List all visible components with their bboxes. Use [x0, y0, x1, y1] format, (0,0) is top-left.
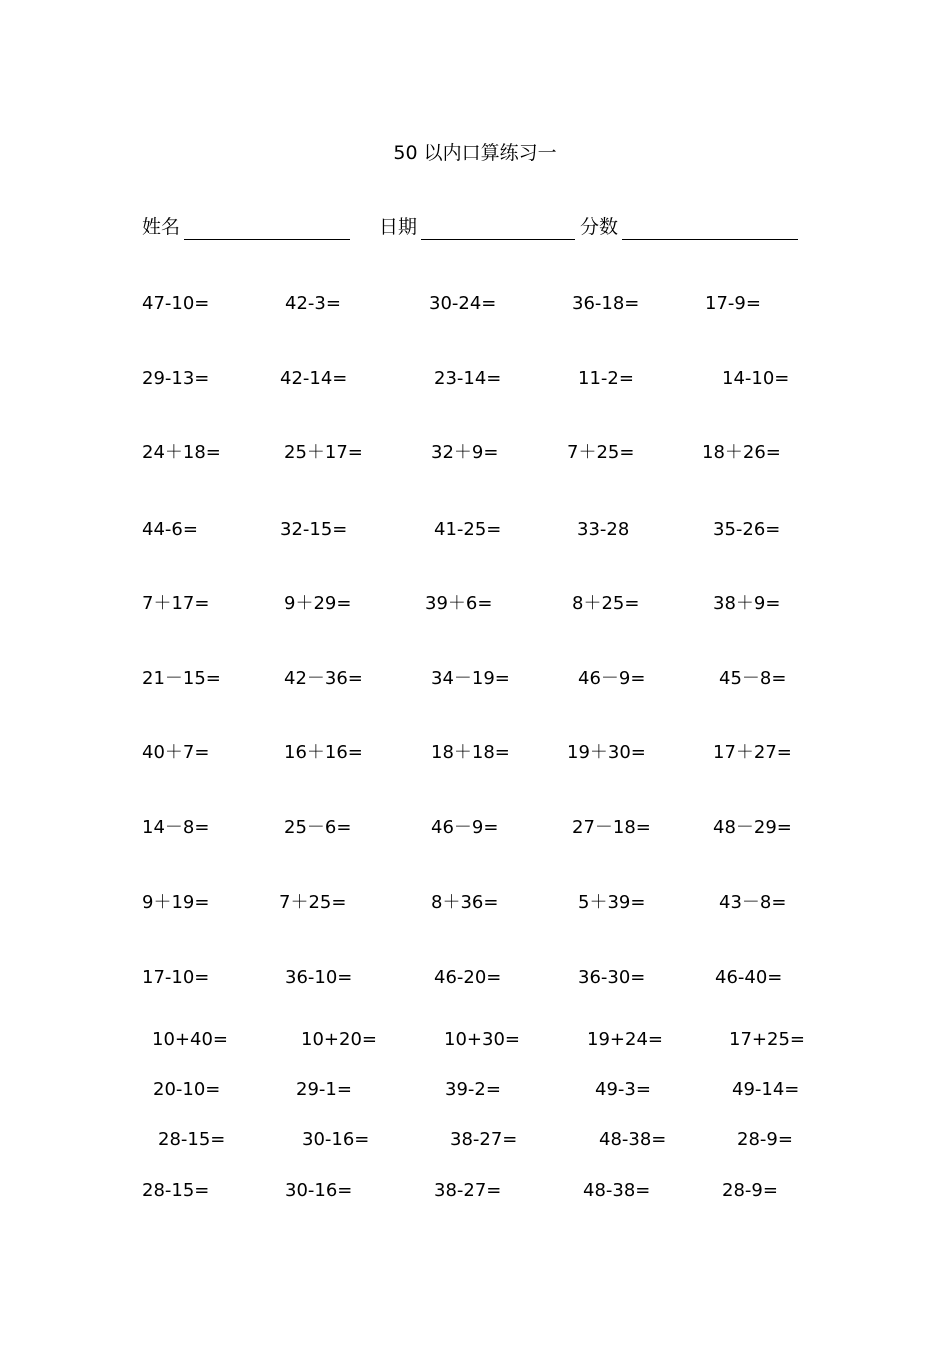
score-blank-line: [622, 217, 798, 240]
date-label: 日期: [379, 216, 418, 238]
date-blank-line: [421, 217, 575, 240]
problem-item: 42-14=: [280, 368, 348, 389]
problem-item: 10+30=: [444, 1029, 520, 1050]
problem-row: [0, 890, 950, 916]
problem-row: [0, 740, 950, 766]
problem-item: 34－19=: [431, 668, 510, 689]
problem-item: 17+25=: [729, 1029, 805, 1050]
problem-item: 42－36=: [284, 668, 363, 689]
problem-item: 8＋25=: [572, 593, 640, 614]
problem-item: 36-30=: [578, 967, 646, 988]
problem-item: 25＋17=: [284, 442, 363, 463]
problem-item: 7＋25=: [567, 442, 635, 463]
problem-row: [0, 1077, 950, 1103]
problem-item: 28-9=: [737, 1129, 793, 1150]
problem-item: 46-20=: [434, 967, 502, 988]
problem-item: 43－8=: [719, 892, 787, 913]
problem-item: 17＋27=: [713, 742, 792, 763]
problem-item: 8＋36=: [431, 892, 499, 913]
problem-item: 29-1=: [296, 1079, 352, 1100]
problem-item: 46－9=: [578, 668, 646, 689]
problem-item: 14-10=: [722, 368, 790, 389]
problem-item: 45－8=: [719, 668, 787, 689]
problem-item: 9＋29=: [284, 593, 352, 614]
problem-item: 48-38=: [583, 1180, 651, 1201]
problem-row: [0, 666, 950, 692]
problem-item: 9＋19=: [142, 892, 210, 913]
score-field: [580, 214, 798, 240]
problem-row: [0, 291, 950, 317]
problem-item: 25－6=: [284, 817, 352, 838]
problem-item: 17-9=: [705, 293, 761, 314]
problem-item: 10+40=: [152, 1029, 228, 1050]
problem-item: 35-26=: [713, 519, 781, 540]
problem-item: 19+24=: [587, 1029, 663, 1050]
problem-item: 38＋9=: [713, 593, 781, 614]
name-field: [142, 214, 350, 240]
problem-item: 5＋39=: [578, 892, 646, 913]
problem-item: 47-10=: [142, 293, 210, 314]
problem-item: 40＋7=: [142, 742, 210, 763]
problem-item: 17-10=: [142, 967, 210, 988]
problem-row: [0, 965, 950, 991]
problem-item: 32-15=: [280, 519, 348, 540]
problem-item: 18＋26=: [702, 442, 781, 463]
problem-item: 39＋6=: [425, 593, 493, 614]
problem-item: 19＋30=: [567, 742, 646, 763]
problem-item: 32＋9=: [431, 442, 499, 463]
problem-item: 49-3=: [595, 1079, 651, 1100]
problem-item: 28-9=: [722, 1180, 778, 1201]
problem-item: 11-2=: [578, 368, 634, 389]
problem-row: [0, 1127, 950, 1153]
problem-item: 48-38=: [599, 1129, 667, 1150]
problem-item: 7＋25=: [279, 892, 347, 913]
problem-item: 24＋18=: [142, 442, 221, 463]
problem-item: 46－9=: [431, 817, 499, 838]
problem-item: 27－18=: [572, 817, 651, 838]
problem-row: [0, 440, 950, 466]
score-label: 分数: [580, 216, 619, 238]
problem-item: 30-16=: [285, 1180, 353, 1201]
problem-item: 46-40=: [715, 967, 783, 988]
name-blank-line: [184, 217, 350, 240]
problem-item: 28-15=: [158, 1129, 226, 1150]
date-field: [379, 214, 575, 240]
problem-row: [0, 1027, 950, 1053]
problem-item: 42-3=: [285, 293, 341, 314]
problem-item: 36-10=: [285, 967, 353, 988]
page-title: 50 以内口算练习一: [393, 142, 557, 164]
problem-item: 36-18=: [572, 293, 640, 314]
problem-item: 28-15=: [142, 1180, 210, 1201]
problem-item: 16＋16=: [284, 742, 363, 763]
problem-item: 10+20=: [301, 1029, 377, 1050]
problem-item: 30-24=: [429, 293, 497, 314]
problem-item: 44-6=: [142, 519, 198, 540]
problem-item: 48－29=: [713, 817, 792, 838]
problem-row: [0, 815, 950, 841]
problem-item: 39-2=: [445, 1079, 501, 1100]
problem-item: 30-16=: [302, 1129, 370, 1150]
problem-item: 7＋17=: [142, 593, 210, 614]
problem-row: [0, 366, 950, 392]
problem-item: 33-28: [577, 519, 630, 540]
problem-item: 49-14=: [732, 1079, 800, 1100]
problem-row: [0, 517, 950, 543]
problem-item: 18＋18=: [431, 742, 510, 763]
name-label: 姓名: [142, 216, 181, 238]
problem-item: 41-25=: [434, 519, 502, 540]
problem-item: 23-14=: [434, 368, 502, 389]
problem-item: 29-13=: [142, 368, 210, 389]
problem-item: 38-27=: [450, 1129, 518, 1150]
problem-item: 20-10=: [153, 1079, 221, 1100]
problem-row: [0, 591, 950, 617]
problem-item: 38-27=: [434, 1180, 502, 1201]
problem-item: 21－15=: [142, 668, 221, 689]
problem-item: 14－8=: [142, 817, 210, 838]
problem-row: [0, 1178, 950, 1204]
